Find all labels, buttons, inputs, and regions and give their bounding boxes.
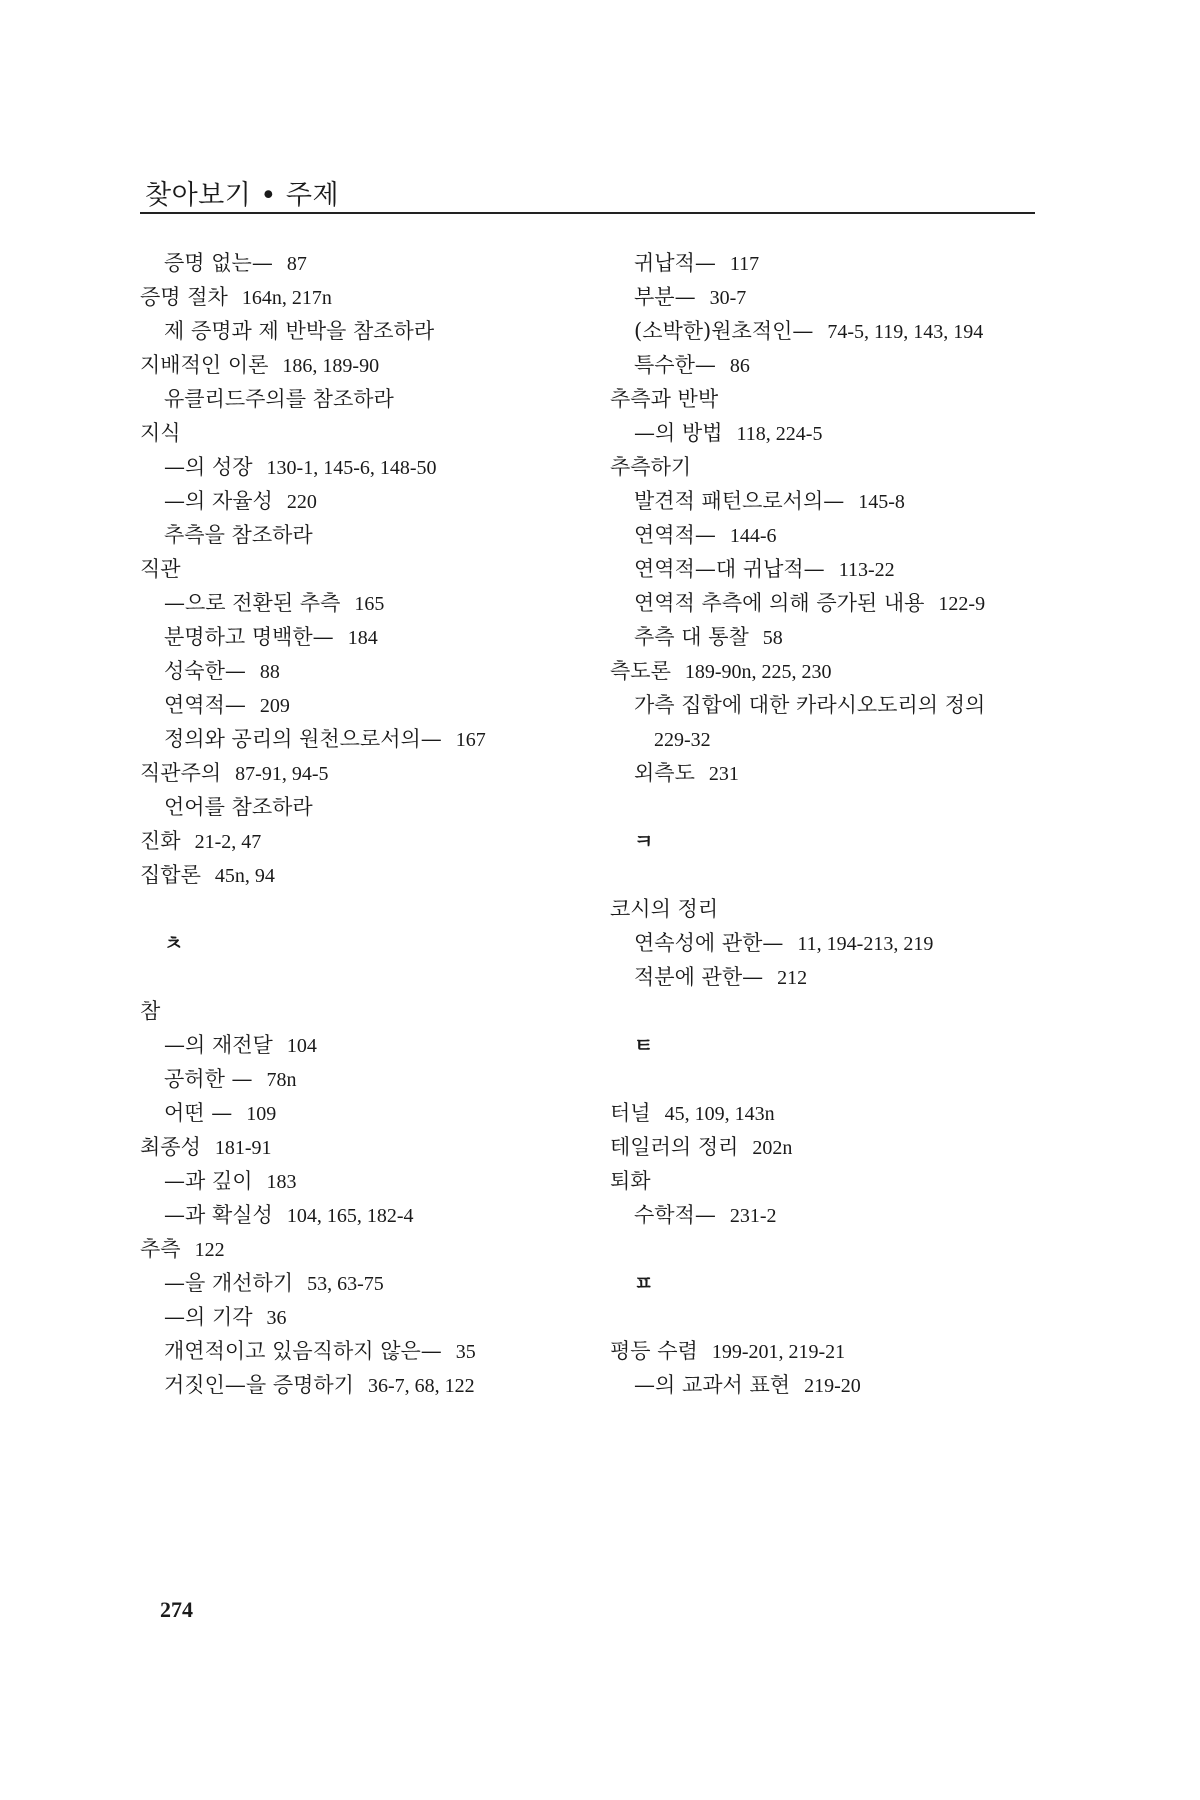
index-entry: 거짓인—을 증명하기 36-7, 68, 122 [164, 1373, 475, 1397]
index-entry: 참 [140, 999, 161, 1023]
index-entry: 연역적— 209 [164, 693, 290, 717]
index-entry-continuation: 229-32 [654, 729, 711, 751]
index-entry: 특수한— 86 [634, 353, 750, 377]
index-entry: 퇴화 [610, 1169, 651, 1193]
index-entry: 개연적이고 있음직하지 않은— 35 [164, 1339, 476, 1363]
index-entry: 귀납적— 117 [634, 251, 760, 275]
index-entry: —과 깊이 183 [164, 1169, 297, 1193]
index-entry: —의 교과서 표현 219-20 [634, 1373, 861, 1397]
index-entry: 가측 집합에 대한 카라시오도리의 정의 [634, 693, 986, 717]
index-entry: 추측하기 [610, 455, 692, 479]
index-entry: —의 성장 130-1, 145-6, 148-50 [164, 455, 437, 479]
index-entry: 연역적—대 귀납적— 113-22 [634, 557, 895, 581]
index-entry: —을 개선하기 53, 63-75 [164, 1271, 384, 1295]
index-entry: 터널 45, 109, 143n [610, 1101, 775, 1125]
index-entry: 수학적— 231-2 [634, 1203, 777, 1227]
index-entry: 제 증명과 제 반박을 참조하라 [164, 319, 435, 343]
index-entry: 연역적 추측에 의해 증가된 내용 122-9 [634, 591, 986, 615]
index-entry: 성숙한— 88 [164, 659, 280, 683]
index-entry: —의 재전달 104 [164, 1033, 317, 1057]
index-entry: —으로 전환된 추측 165 [164, 591, 385, 615]
index-entry: 유클리드주의를 참조하라 [164, 387, 394, 411]
index-entry: 직관 [140, 557, 181, 581]
page-number: 274 [160, 1597, 193, 1622]
index-entry: 지식 [140, 421, 181, 445]
index-entry: 테일러의 정리 202n [610, 1135, 793, 1159]
index-entry: 적분에 관한— 212 [634, 965, 808, 989]
index-entry: 추측과 반박 [610, 387, 719, 411]
index-entry: —의 기각 36 [164, 1305, 287, 1329]
section-letter: ㅋ [634, 829, 654, 853]
index-entry: 발견적 패턴으로서의— 145-8 [634, 489, 905, 513]
index-entry: 최종성 181-91 [140, 1135, 272, 1159]
index-entry: 평등 수렴 199-201, 219-21 [610, 1339, 846, 1363]
index-entry: 정의와 공리의 원천으로서의— 167 [164, 727, 486, 751]
index-entry: —의 자율성 220 [164, 489, 317, 513]
index-entry: 부분— 30-7 [634, 285, 747, 309]
index-entry: 추측 대 통찰 58 [634, 625, 783, 649]
index-entry: 증명 없는— 87 [164, 251, 307, 275]
index-entry: 코시의 정리 [610, 897, 719, 921]
section-letter: ㅊ [164, 931, 184, 955]
index-entry: 언어를 참조하라 [164, 795, 313, 819]
index-entry: 연속성에 관한— 11, 194-213, 219 [634, 931, 934, 955]
index-entry: 지배적인 이론 186, 189-90 [140, 353, 380, 377]
index-entry: —의 방법 118, 224-5 [634, 421, 823, 445]
page-title: 찾아보기 • 주제 [145, 180, 340, 211]
index-entry: 공허한 — 78n [164, 1067, 297, 1091]
index-entry: (소박한)원초적인— 74-5, 119, 143, 194 [634, 319, 984, 343]
index-entry: 진화 21-2, 47 [140, 829, 262, 853]
index-entry: 측도론 189-90n, 225, 230 [610, 659, 832, 683]
index-entry: 연역적— 144-6 [634, 523, 777, 547]
index-entry: 추측 122 [140, 1237, 225, 1261]
section-letter: ㅍ [634, 1271, 654, 1295]
index-entry: 증명 절차 164n, 217n [140, 285, 332, 309]
index-entry: 직관주의 87-91, 94-5 [140, 761, 329, 785]
section-letter: ㅌ [634, 1033, 654, 1057]
index-entry: 추측을 참조하라 [164, 523, 313, 547]
index-entry: 어떤 — 109 [164, 1101, 277, 1125]
index-entry: 집합론 45n, 94 [140, 863, 275, 887]
header-divider [140, 212, 1035, 214]
index-entry: —과 확실성 104, 165, 182-4 [164, 1203, 414, 1227]
index-entry: 외측도 231 [634, 761, 739, 785]
index-entry: 분명하고 명백한— 184 [164, 625, 378, 649]
